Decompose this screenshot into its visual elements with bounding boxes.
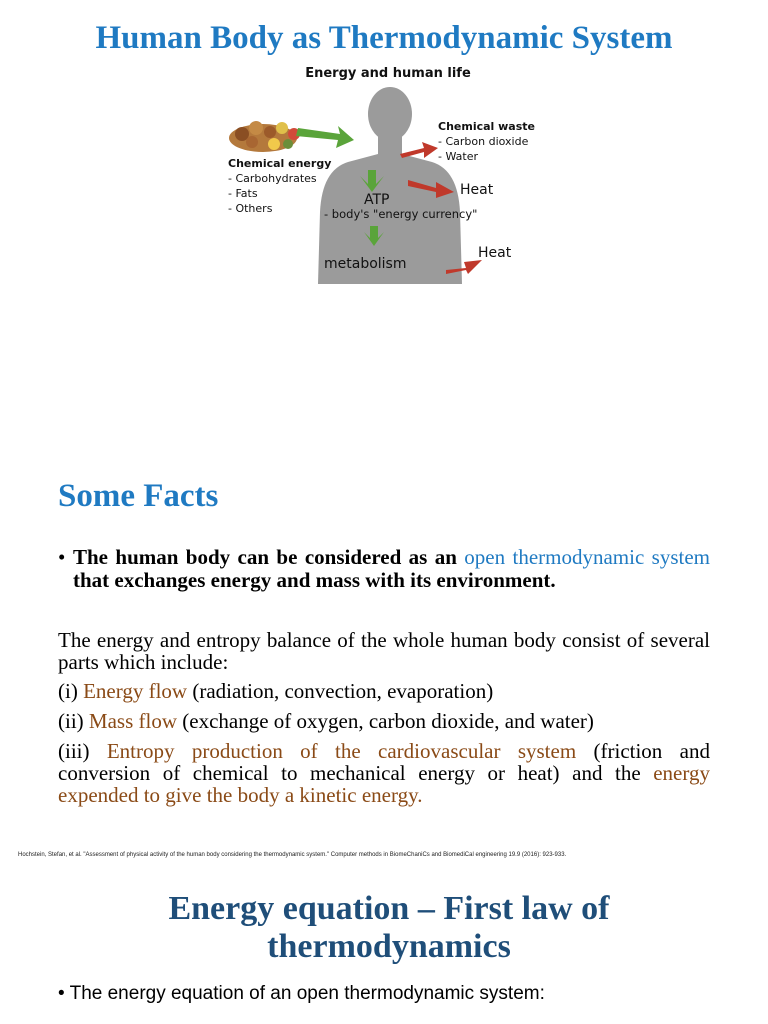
energy-bullet-text: The energy equation of an open thermodynamic system: xyxy=(69,983,545,1004)
chemical-waste-item: - Carbon dioxide xyxy=(438,135,529,148)
reference-citation: Hochstein, Stefan, et al. "Assessment of physical activity of the human body considering the thermodynamic system." Computer methods in BiomeChaniCs and BiomediCal engineering 19.9 (2016): 923-933. xyxy=(18,852,567,858)
item-highlight: Energy flow xyxy=(83,679,188,703)
bullet-highlight: open thermodynamic system xyxy=(464,545,710,569)
item-highlight-2: energy expended to give the body a kinetic energy. xyxy=(58,761,710,807)
list-item xyxy=(58,680,710,702)
item-rest: (friction and conversion of chemical to mechanical energy or heat) and the xyxy=(58,739,710,785)
bullet-dot: • xyxy=(58,545,66,569)
figure-title: Energy and human life xyxy=(305,66,471,81)
list-item xyxy=(58,710,710,732)
heading-line-2: thermodynamics xyxy=(267,928,511,965)
heat-label-2: Heat xyxy=(478,245,512,261)
item-prefix: (i) xyxy=(58,679,84,703)
item-rest: (radiation, convection, evaporation) xyxy=(187,679,494,703)
chemical-energy-item: - Carbohydrates xyxy=(228,172,317,185)
heat-label-1: Heat xyxy=(460,182,494,198)
facts-bullet xyxy=(58,546,710,592)
energy-equation-heading xyxy=(0,890,768,966)
food-illustration xyxy=(229,121,300,152)
list-item xyxy=(58,740,710,806)
atp-label: ATP xyxy=(364,192,390,208)
slide1-title: Human Body as Thermodynamic System xyxy=(95,20,673,56)
energy-bullet xyxy=(58,982,545,1006)
chemical-energy-block xyxy=(228,156,331,216)
chemical-energy-item: - Others xyxy=(228,202,273,215)
intro-paragraph: The energy and entropy balance of the whole human body consist of several parts which include: xyxy=(58,628,710,674)
item-rest: (exchange of oxygen, carbon dioxide, and water) xyxy=(177,709,594,733)
item-prefix: (iii) xyxy=(58,739,107,763)
item-highlight: Entropy production of the cardiovascular system xyxy=(106,739,577,763)
some-facts-heading: Some Facts xyxy=(58,478,219,514)
item-prefix: (ii) xyxy=(58,709,89,733)
item-highlight: Mass flow xyxy=(88,709,177,733)
bullet-text-part2: that exchanges energy and mass with its environment. xyxy=(73,568,556,592)
heading-line-1: Energy equation – First law of xyxy=(168,890,610,927)
chemical-waste-heading: Chemical waste xyxy=(438,120,535,133)
bullet-dot: • xyxy=(58,983,70,1004)
chemical-energy-heading: Chemical energy xyxy=(228,157,332,170)
bullet-text-part1: The human body can be considered as an xyxy=(73,545,465,569)
atp-caption: - body's "energy currency" xyxy=(324,207,478,221)
chemical-waste-item: - Water xyxy=(438,150,478,163)
chemical-waste-block xyxy=(438,119,535,164)
energy-figure xyxy=(208,62,544,284)
chemical-energy-item: - Fats xyxy=(228,187,258,200)
metabolism-label: metabolism xyxy=(324,256,407,272)
